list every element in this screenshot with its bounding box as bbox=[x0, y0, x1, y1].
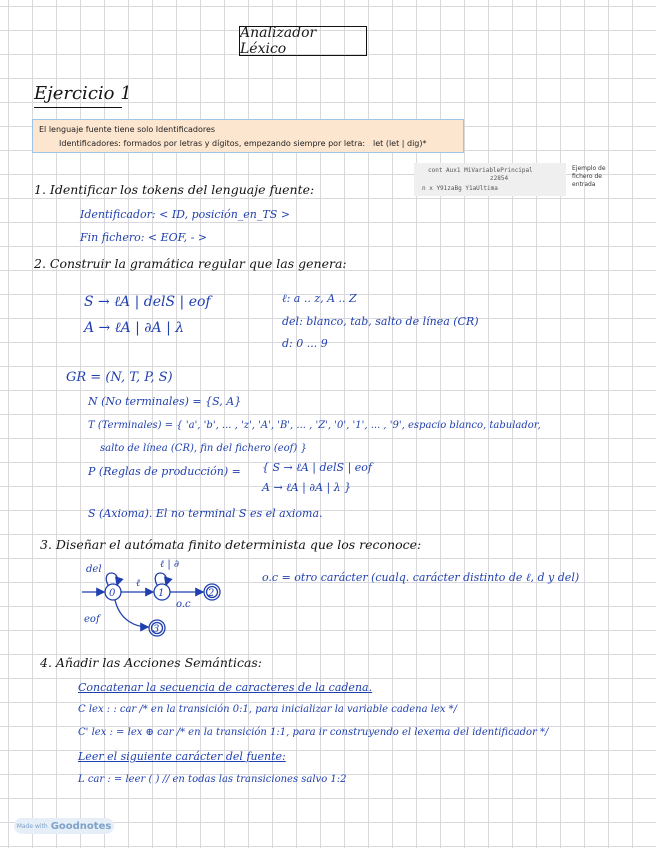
step1-heading: 1. Identificar los tokens del lenguaje fuente: bbox=[34, 182, 315, 197]
step2-heading: 2. Construir la gramática regular que las genera: bbox=[34, 256, 347, 271]
grammar-productions-label: P (Reglas de producción) = bbox=[88, 465, 241, 478]
token-identifier: Identificador: < ID, posición_en_TS > bbox=[80, 208, 290, 221]
language-description-box bbox=[32, 119, 464, 153]
semantic-action-c-prime: C' lex : = lex ⊕ car /* en la transición 1:1, para ir construyendo el lexema del identificador */ bbox=[78, 727, 549, 738]
grammar-production-s: { S → ℓA | delS | eof bbox=[262, 461, 372, 474]
exercise-heading: Ejercicio 1 bbox=[34, 83, 132, 104]
read-heading: Leer el siguiente carácter del fuente: bbox=[78, 750, 286, 763]
label-oc: o.c bbox=[176, 599, 191, 610]
oc-legend: o.c = otro carácter (cualq. carácter distinto de ℓ, d y del) bbox=[262, 571, 580, 584]
step3-heading: 3. Diseñar el autómata finito determinista que los reconoce: bbox=[40, 537, 422, 552]
state-1-label: 1 bbox=[158, 588, 165, 599]
input-file-example bbox=[414, 163, 566, 196]
semantic-action-l: L car : = leer ( ) // en todas las transiciones salvo 1:2 bbox=[78, 774, 347, 785]
step4-heading: 4. Añadir las Acciones Semánticas: bbox=[40, 655, 263, 670]
def-letter: ℓ: a .. z, A .. Z bbox=[282, 292, 357, 305]
automaton-diagram bbox=[60, 555, 260, 645]
label-ld: ℓ | ∂ bbox=[160, 559, 180, 570]
concat-heading: Concatenar la secuencia de caracteres de la cadena. bbox=[78, 681, 373, 694]
grammar-rule-a: A → ℓA | ∂A | λ bbox=[84, 320, 185, 336]
watermark-prefix: Made with bbox=[16, 822, 48, 830]
state-2-label: 2 bbox=[208, 588, 215, 599]
language-description-line1: El lenguaje fuente tiene solo Identificadores bbox=[39, 125, 216, 134]
input-example-line1: cont Aux1 MiVariablePrincipal bbox=[428, 167, 533, 174]
grammar-terminals-line1: T (Terminales) = { 'a', 'b', ... , 'z', 'A', 'B', ... , 'Z', '0', '1', ... , '9', espacio blanco, tabulador, bbox=[88, 420, 541, 431]
semantic-action-c: C lex : : car /* en la transición 0:1, para inicializar la variable cadena lex */ bbox=[78, 704, 458, 715]
label-eof: eof bbox=[84, 614, 100, 625]
language-description-line2: Identificadores: formados por letras y dígitos, empezando siempre por letra: bbox=[59, 139, 366, 148]
loop-ld bbox=[155, 573, 167, 585]
state-0-label: 0 bbox=[109, 588, 116, 599]
watermark-brand: Goodnotes bbox=[50, 820, 112, 832]
grammar-production-a: A → ℓA | ∂A | λ } bbox=[262, 481, 352, 494]
grammar-definition: GR = (N, T, P, S) bbox=[66, 370, 173, 385]
label-l: ℓ bbox=[136, 578, 141, 589]
state-3-label: 3 bbox=[153, 624, 160, 635]
identifier-regex: let (let | dig)* bbox=[373, 139, 427, 148]
def-delimiter: del: blanco, tab, salto de línea (CR) bbox=[282, 315, 479, 328]
transition-0-3 bbox=[115, 600, 148, 627]
grammar-nonterminals: N (No terminales) = {S, A} bbox=[88, 395, 242, 408]
exercise-heading-underline bbox=[34, 107, 122, 108]
input-example-line3: n x Y91zaBg Y1aUltima bbox=[422, 185, 498, 192]
grammar-terminals-line2: salto de línea (CR), fin del fichero (eof) } bbox=[100, 443, 307, 454]
grammar-rule-s: S → ℓA | delS | eof bbox=[84, 294, 211, 310]
page-title-text: Analizador Léxico bbox=[240, 25, 317, 57]
goodnotes-watermark bbox=[14, 818, 114, 834]
token-eof: Fin fichero: < EOF, - > bbox=[80, 231, 208, 244]
loop-del bbox=[106, 573, 118, 585]
label-del: del bbox=[86, 564, 102, 575]
grammar-axiom: S (Axioma). El no terminal S es el axioma. bbox=[88, 507, 323, 520]
page-title bbox=[239, 26, 367, 56]
input-example-label: Ejemplo de fichero de entrada bbox=[572, 165, 606, 188]
def-digit: d: 0 ... 9 bbox=[282, 337, 328, 350]
input-example-line2: z2854 bbox=[490, 175, 509, 182]
